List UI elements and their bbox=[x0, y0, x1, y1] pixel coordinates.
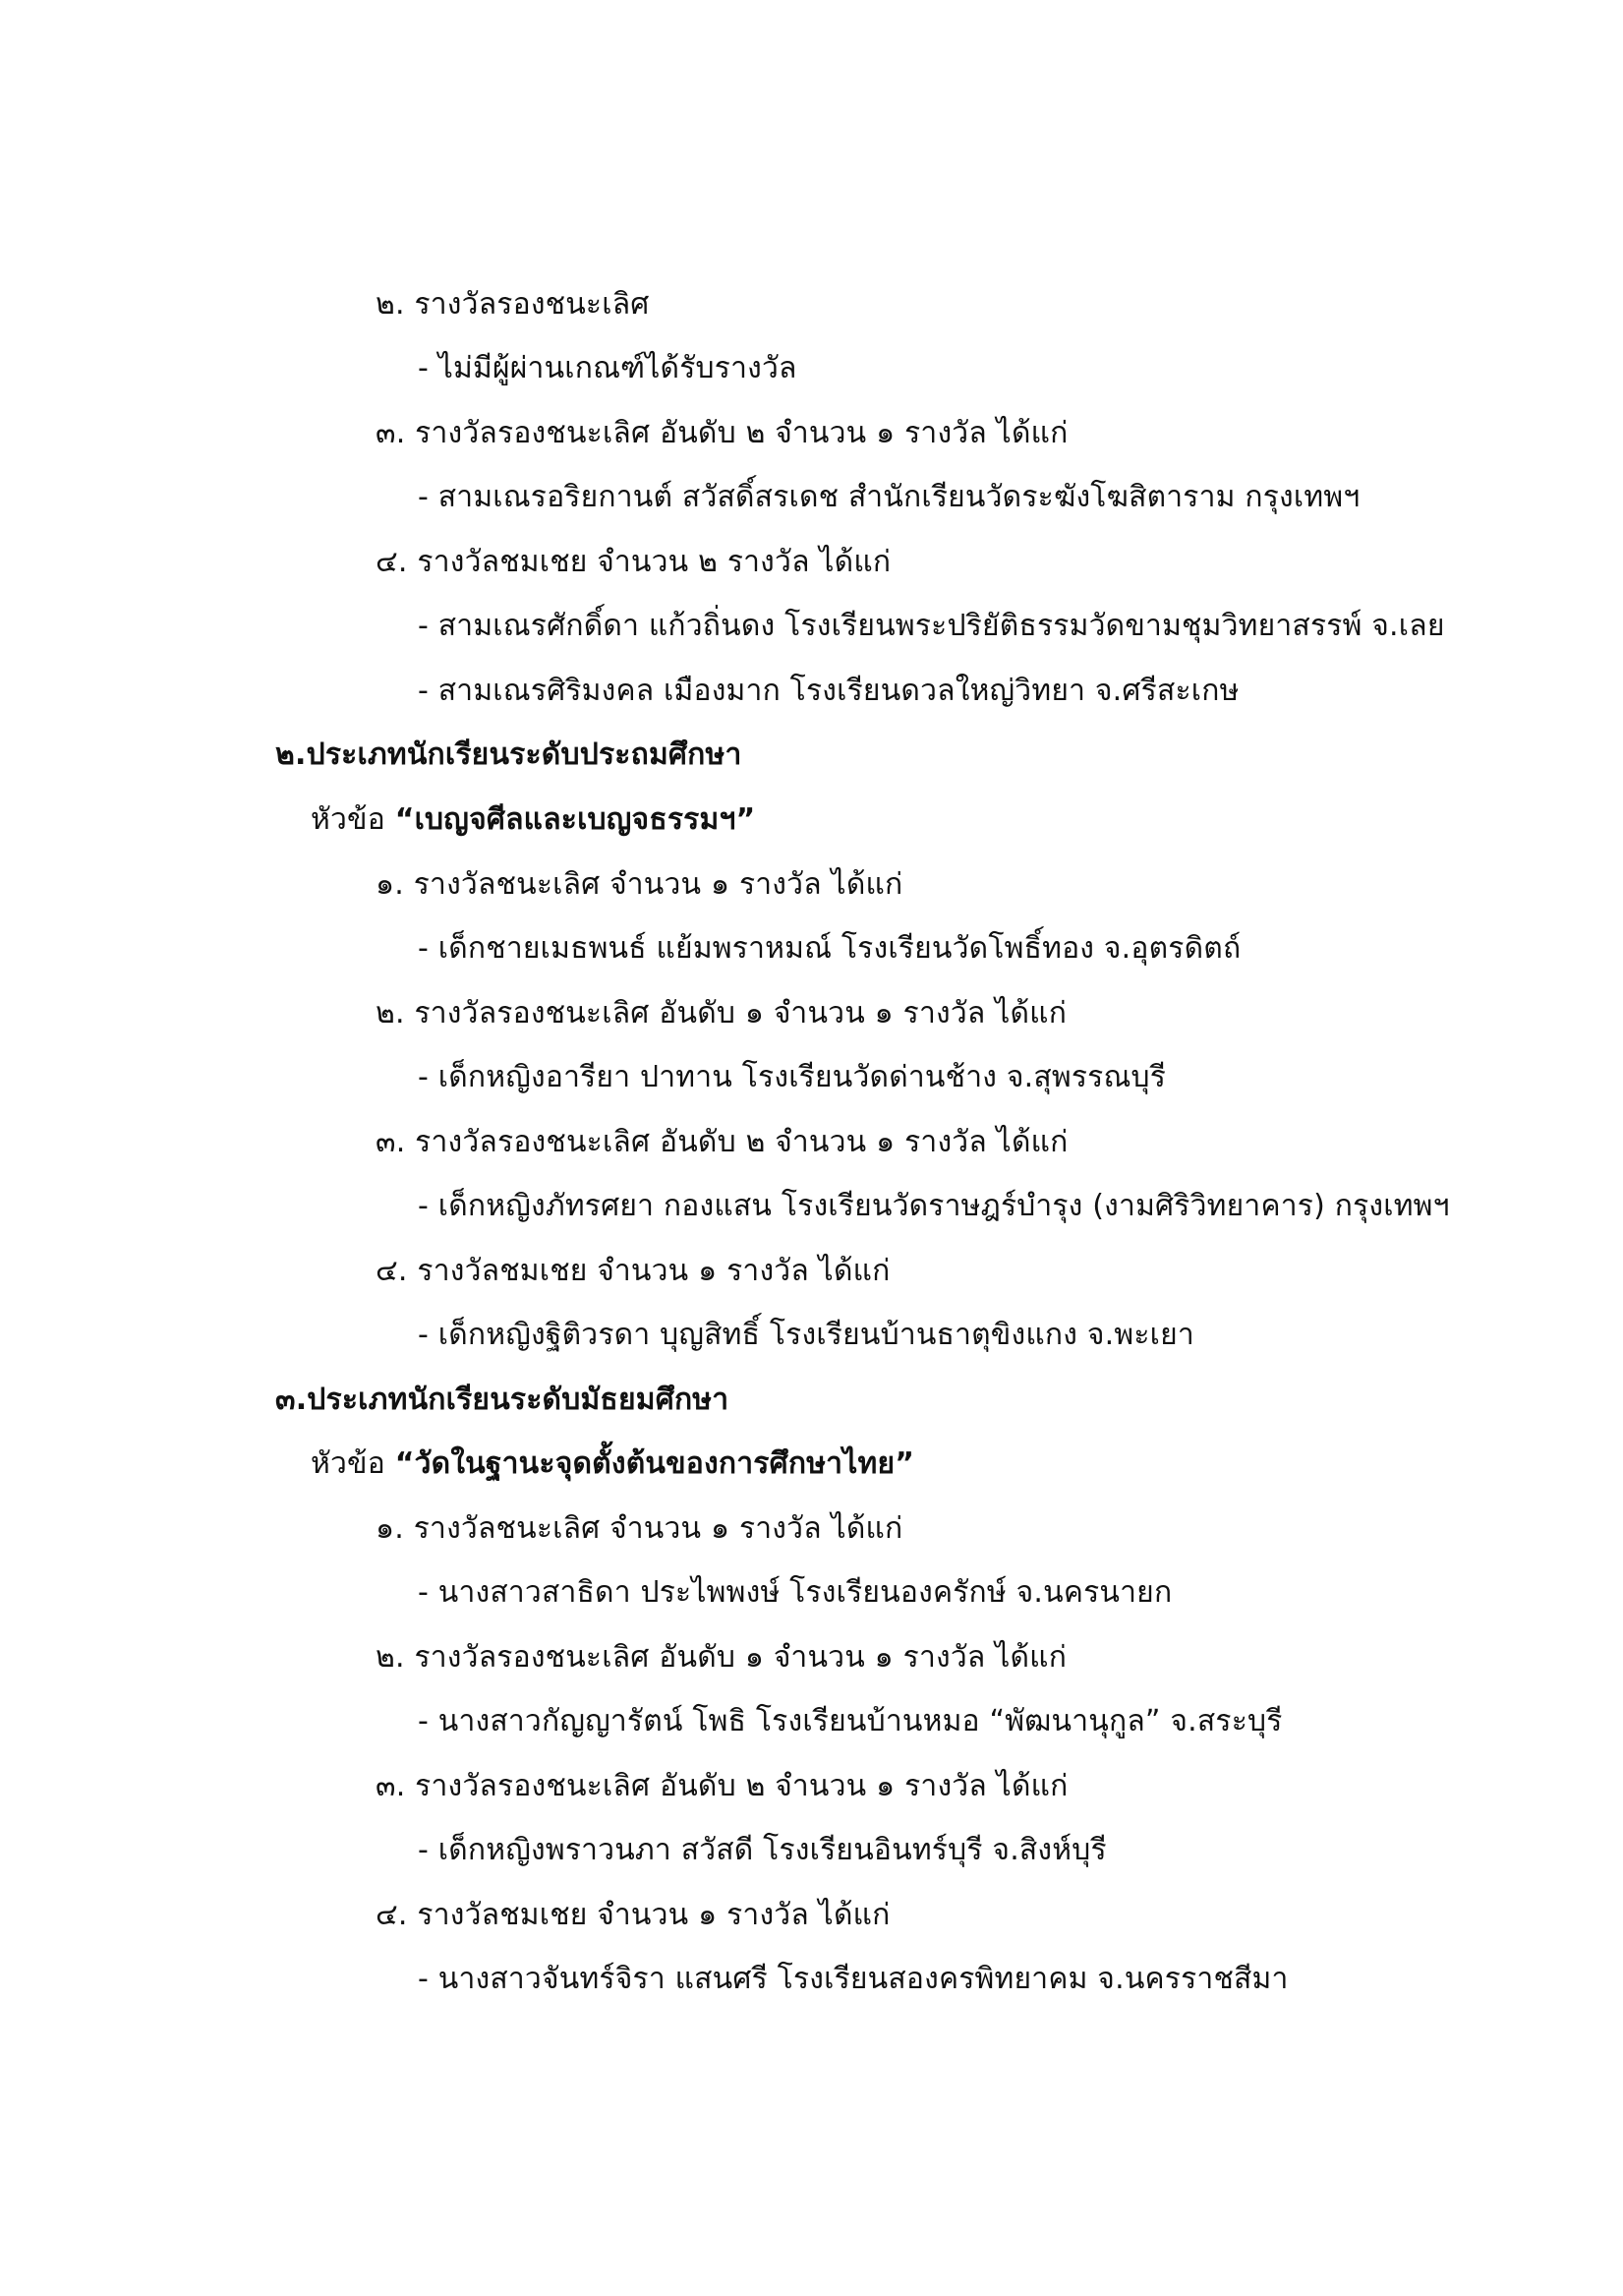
section-title: ๓.ประเภทนักเรียนระดับมัธยมศึกษา bbox=[275, 1383, 729, 1417]
award-heading: ๒. รางวัลรองชนะเลิศ อันดับ ๑ จำนวน ๑ รางวัล ได้แก่ bbox=[376, 996, 1068, 1030]
award-recipient: - ไม่มีผู้ผ่านเกณฑ์ได้รับรางวัล bbox=[418, 351, 797, 385]
award-heading: ๔. รางวัลชมเชย จำนวน ๑ รางวัล ได้แก่ bbox=[376, 1898, 891, 1932]
award-recipient: - สามเณรศิริมงคล เมืองมาก โรงเรียนดวลใหญ่วิทยา จ.ศรีสะเกษ bbox=[418, 674, 1240, 708]
award-recipient: - นางสาวจันทร์จิรา แสนศรี โรงเรียนสองครพิทยาคม จ.นครราชสีมา bbox=[418, 1962, 1289, 1996]
award-heading: ๓. รางวัลรองชนะเลิศ อันดับ ๒ จำนวน ๑ รางวัล ได้แก่ bbox=[376, 1769, 1069, 1803]
award-heading: ๑. รางวัลชนะเลิศ จำนวน ๑ รางวัล ได้แก่ bbox=[376, 867, 903, 902]
award-heading: ๑. รางวัลชนะเลิศ จำนวน ๑ รางวัล ได้แก่ bbox=[376, 1511, 903, 1546]
award-recipient: - สามเณรอริยกานต์ สวัสดิ์สรเดช สำนักเรียนวัดระฆังโฆสิตาราม กรุงเทพฯ bbox=[418, 480, 1361, 514]
award-recipient: - เด็กหญิงฐิติวรดา บุญสิทธิ์ โรงเรียนบ้านธาตุขิงแกง จ.พะเยา bbox=[418, 1318, 1194, 1352]
award-heading: ๔. รางวัลชมเชย จำนวน ๒ รางวัล ได้แก่ bbox=[376, 545, 892, 579]
award-recipient: - สามเณรศักดิ์ดา แก้วถิ่นดง โรงเรียนพระปริยัติธรรมวัดขามชุมวิทยาสรรพ์ จ.เลย bbox=[418, 609, 1445, 643]
topic-prefix: หัวข้อ bbox=[311, 802, 395, 837]
topic-prefix: หัวข้อ bbox=[311, 1446, 395, 1481]
award-heading: ๓. รางวัลรองชนะเลิศ อันดับ ๒ จำนวน ๑ รางวัล ได้แก่ bbox=[376, 416, 1069, 450]
section-title: ๒.ประเภทนักเรียนระดับประถมศึกษา bbox=[275, 737, 742, 772]
topic-title: “วัดในฐานะจุดตั้งต้นของการศึกษาไทย” bbox=[394, 1446, 915, 1481]
award-heading: ๒. รางวัลรองชนะเลิศ bbox=[376, 287, 650, 322]
award-recipient: - เด็กหญิงพราวนภา สวัสดี โรงเรียนอินทร์บุรี จ.สิงห์บุรี bbox=[418, 1833, 1107, 1867]
section-topic bbox=[311, 800, 755, 840]
award-recipient: - เด็กหญิงอารียา ปาทาน โรงเรียนวัดด่านช้าง จ.สุพรรณบุรี bbox=[418, 1060, 1167, 1094]
topic-title: “เบญจศีลและเบญจธรรมฯ” bbox=[394, 802, 756, 837]
award-recipient: - นางสาวสาธิดา ประไพพงษ์ โรงเรียนองครักษ์ จ.นครนายก bbox=[418, 1575, 1173, 1610]
award-recipient: - นางสาวกัญญารัตน์ โพธิ โรงเรียนบ้านหมอ “พัฒนานุกูล” จ.สระบุรี bbox=[418, 1704, 1283, 1738]
award-recipient: - เด็กชายเมธพนธ์ แย้มพราหมณ์ โรงเรียนวัดโพธิ์ทอง จ.อุตรดิตถ์ bbox=[418, 931, 1242, 966]
award-heading: ๓. รางวัลรองชนะเลิศ อันดับ ๒ จำนวน ๑ รางวัล ได้แก่ bbox=[376, 1125, 1069, 1159]
section-topic bbox=[311, 1444, 914, 1484]
award-heading: ๔. รางวัลชมเชย จำนวน ๑ รางวัล ได้แก่ bbox=[376, 1254, 891, 1288]
award-recipient: - เด็กหญิงภัทรศยา กองแสน โรงเรียนวัดราษฎร์บำรุง (งามศิริวิทยาคาร) กรุงเทพฯ bbox=[418, 1189, 1450, 1223]
award-heading: ๒. รางวัลรองชนะเลิศ อันดับ ๑ จำนวน ๑ รางวัล ได้แก่ bbox=[376, 1640, 1068, 1675]
